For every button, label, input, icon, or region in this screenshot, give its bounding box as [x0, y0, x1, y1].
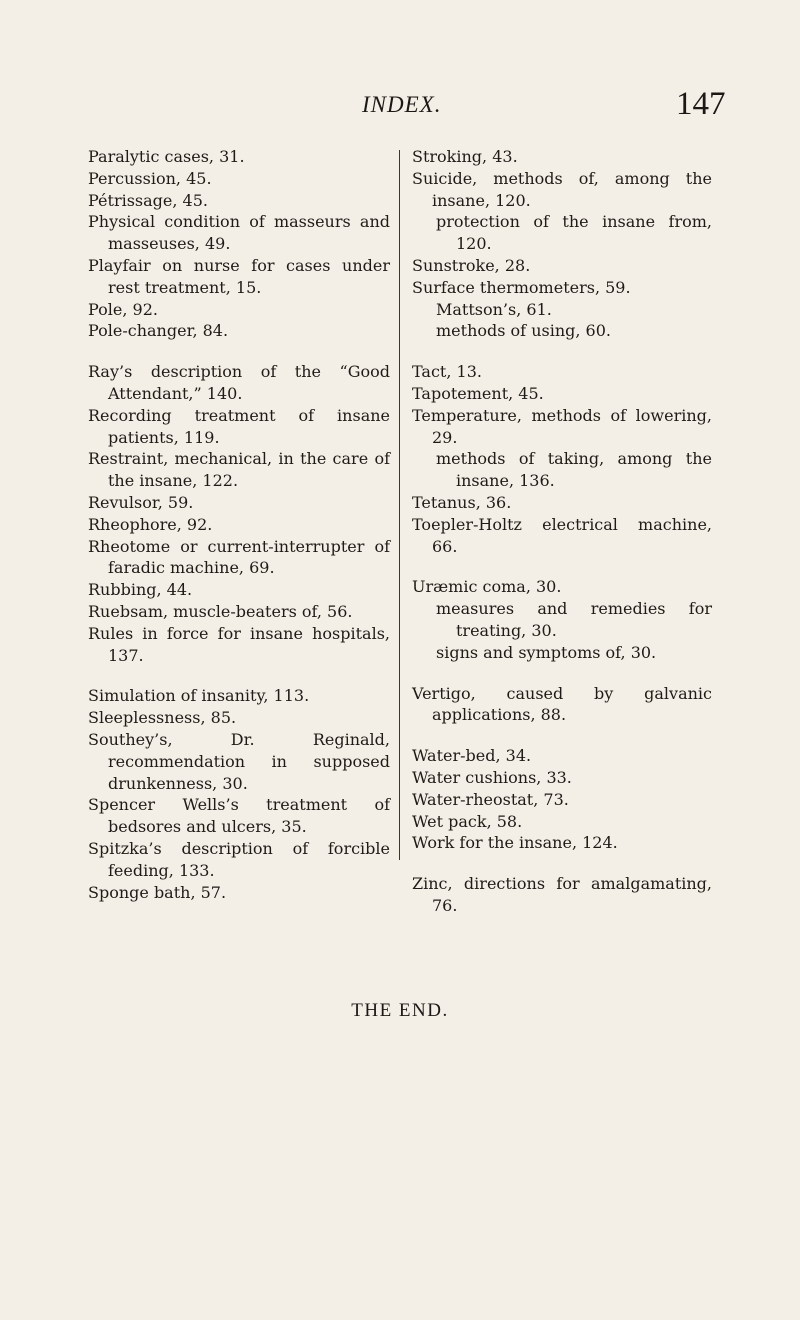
index-column-right	[412, 146, 712, 917]
index-entry: Percussion, 45.	[88, 168, 212, 188]
index-entry: Pole-changer, 84.	[88, 321, 229, 341]
index-entry: Stroking, 43.	[412, 147, 518, 166]
index-entry: Sunstroke, 28.	[412, 255, 531, 275]
index-entry: Water-bed, 34.	[412, 746, 532, 766]
index-entry: Toepler-Holtz electrical machine, 66.	[412, 514, 712, 556]
index-entry: Sleeplessness, 85.	[88, 708, 237, 728]
index-entry: Uræmic coma, 30.	[412, 577, 562, 597]
column-divider	[399, 150, 400, 860]
index-entry: Spitzka’s description of forcible feeding, 133.	[88, 838, 390, 880]
index-entry: Ray’s description of the “Good Attendant,” 140.	[88, 362, 390, 403]
index-subentry: Mattson’s, 61.	[436, 299, 552, 319]
index-entry: Water cushions, 33.	[412, 767, 572, 787]
index-entry: Rules in force for insane hospitals, 137.	[88, 623, 390, 665]
index-entry: Water-rheostat, 73.	[412, 789, 569, 809]
the-end-text: THE END.	[351, 1000, 449, 1021]
index-entry: Vertigo, caused by galvanic applications, 88.	[412, 683, 712, 725]
index-subentry: measures and remedies for treating, 30.	[436, 599, 712, 640]
index-entry: Work for the insane, 124.	[412, 833, 618, 853]
index-entry: Playfair on nurse for cases under rest treatment, 15.	[88, 255, 390, 297]
index-entry: Tetanus, 36.	[412, 492, 512, 512]
index-entry: Ruebsam, muscle-beaters of, 56.	[88, 601, 353, 621]
index-entry: Pétrissage, 45.	[88, 190, 208, 210]
index-entry: Tapotement, 45.	[412, 383, 544, 403]
index-subentry: signs and symptoms of, 30.	[436, 642, 657, 662]
index-entry: Surface thermometers, 59.	[412, 277, 631, 297]
index-entry: Simulation of insanity, 113.	[88, 686, 310, 706]
index-entry: Zinc, directions for amalgamating, 76.	[412, 874, 712, 915]
index-entry: Wet pack, 58.	[412, 811, 523, 831]
index-entry: Rheophore, 92.	[88, 514, 213, 534]
index-subentry: methods of taking, among the insane, 136.	[436, 449, 712, 491]
index-entry: Paralytic cases, 31.	[88, 147, 245, 166]
index-column-left	[88, 146, 390, 903]
index-entry: Temperature, methods of lowering, 29.	[412, 405, 712, 447]
index-entry: Pole, 92.	[88, 299, 158, 319]
index-entry: Tact, 13.	[412, 362, 482, 382]
index-entry: Physical condition of masseurs and masseuses, 49.	[88, 212, 390, 254]
index-subentry: protection of the insane from, 120.	[436, 212, 712, 254]
index-entry: Restraint, mechanical, in the care of the insane, 122.	[88, 449, 390, 491]
page-number: 147	[676, 86, 726, 122]
index-entry: Southey’s, Dr. Reginald, recommendation in supposed drunkenness, 30.	[88, 729, 390, 793]
index-entry: Revulsor, 59.	[88, 492, 194, 512]
index-entry: Suicide, methods of, among the insane, 120.	[412, 168, 712, 210]
index-entry: Rheotome or current-interrupter of faradic machine, 69.	[88, 536, 390, 578]
index-entry: Spencer Wells’s treatment of bedsores and ulcers, 35.	[88, 795, 390, 837]
index-entry: Rubbing, 44.	[88, 580, 193, 600]
index-entry: Sponge bath, 57.	[88, 882, 227, 902]
index-subentry: methods of using, 60.	[436, 321, 611, 341]
running-head	[0, 86, 800, 126]
page-title: INDEX.	[362, 92, 442, 117]
index-entry: Recording treatment of insane patients, 119.	[88, 405, 390, 447]
